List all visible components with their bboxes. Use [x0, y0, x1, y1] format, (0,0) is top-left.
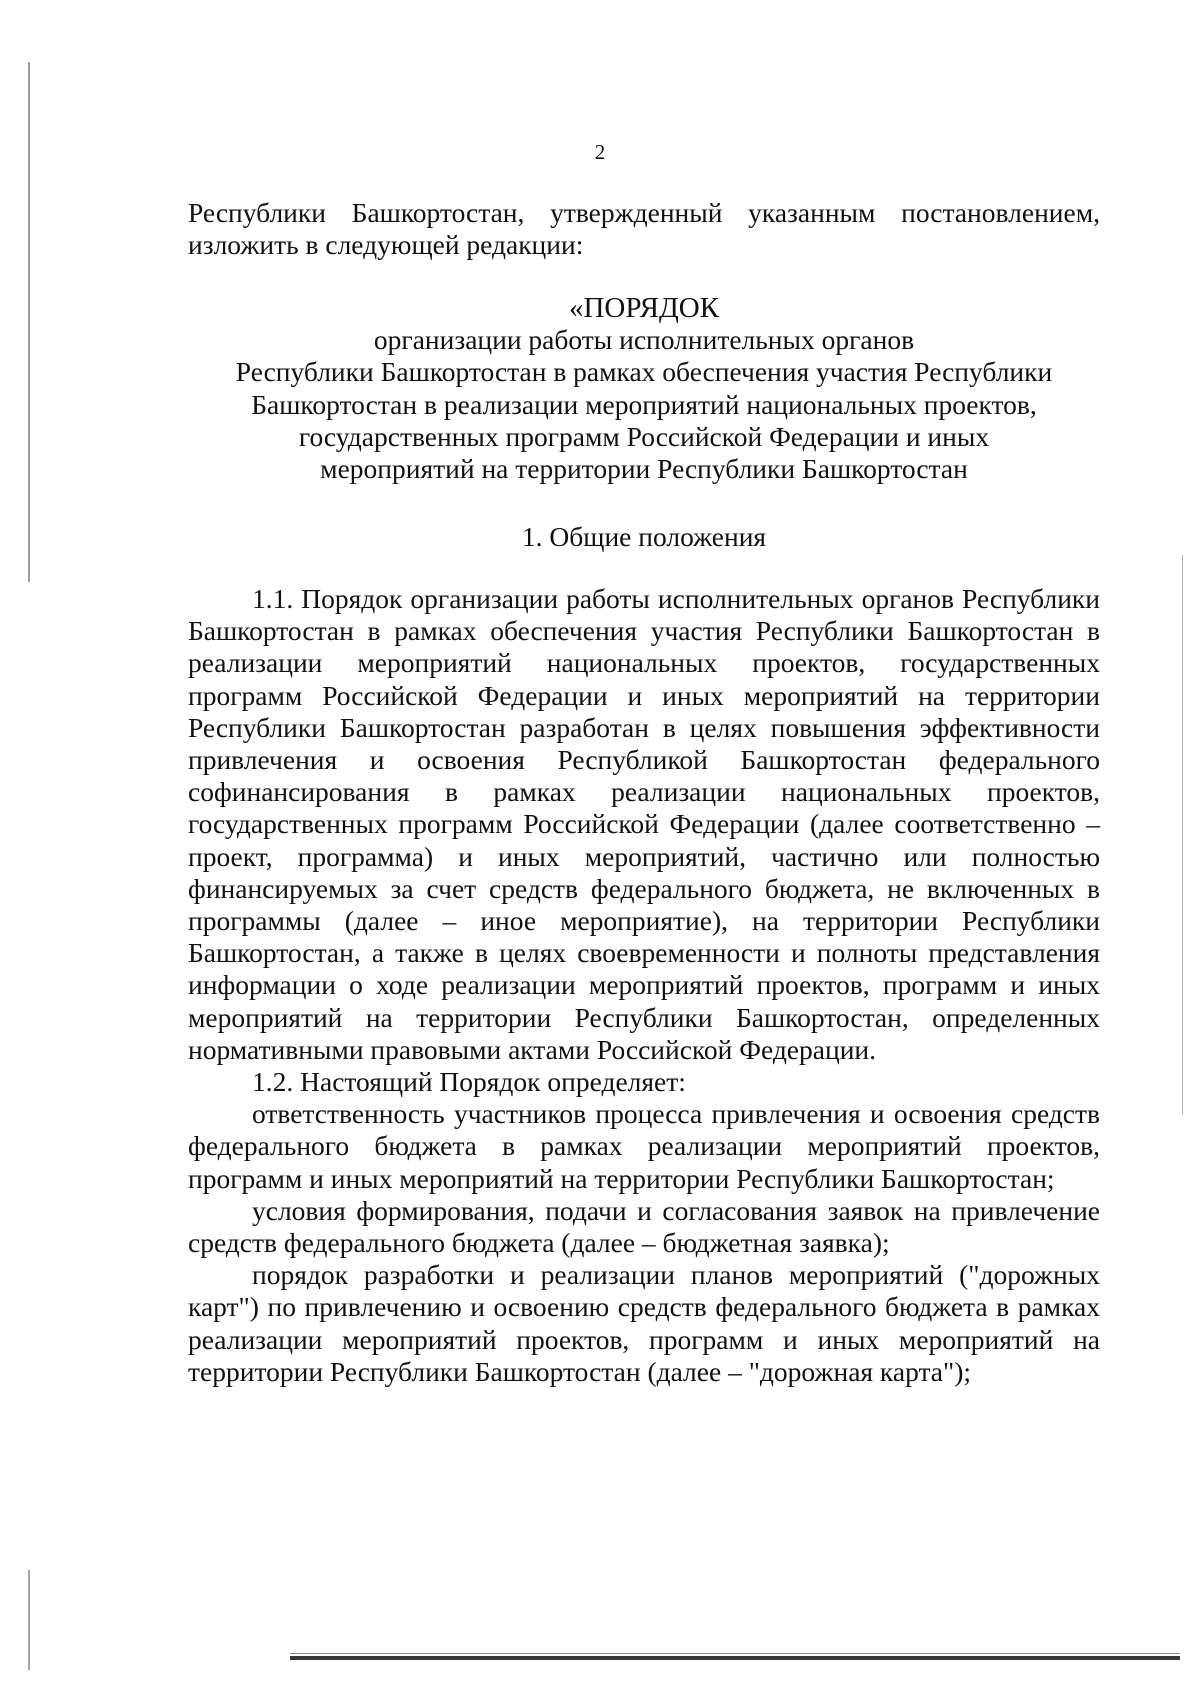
main-text-block [188, 583, 1100, 1388]
title-line: Башкортостан в реализации мероприятий национальных проектов, [251, 388, 1037, 420]
scan-edge-mark [1182, 555, 1183, 1115]
list-item: условия формирования, подачи и согласования заявок на привлечение средств федерального бюджета (далее – бюджетная заявка); [188, 1194, 1100, 1259]
section-heading: 1. Общие положения [521, 521, 767, 552]
list-item: ответственность участников процесса привлечения и освоения средств федерального бюджета в рамках реализации мероприятий проектов, программ и иных мероприятий на территории Республики Башкортостан; [188, 1098, 1100, 1194]
paragraph-1-2: 1.2. Настоящий Порядок определяет: [252, 1066, 686, 1098]
title-line: мероприятий на территории Республики Башкортостан [320, 453, 968, 485]
paragraph-1-1: 1.1. Порядок организации работы исполнительных органов Республики Башкортостан в рамках обеспечения участия Республики Башкортостан в реализации мероприятий национальных проектов, государственных программ Российской Федерации и иных мероприятий на территории Республики Башкортостан разработан в целях повышения эффективности привлечения и освоения Республикой Башкортостан федерального софинансирования в рамках реализации национальных проектов, государственных программ Российской Федерации (далее соответственно – проект, программа) и иных мероприятий, частично или полностью финансируемых за счет средств федерального бюджета, не включенных в программы (далее – иное мероприятие), на территории Республики Башкортостан, а также в целях своевременности и полноты представления информации о ходе реализации мероприятий проектов, программ и иных мероприятий на территории Республики Башкортостан, определенных нормативными правовыми актами Российской Федерации. [188, 583, 1100, 1065]
title-line: государственных программ Российской Федерации и иных [298, 420, 990, 452]
title-main: «ПОРЯДОК [568, 292, 720, 324]
intro-paragraph: Республики Башкортостан, утвержденный указанным постановлением, изложить в следующей редакции: [188, 197, 1100, 261]
list-item: порядок разработки и реализации планов мероприятий ("дорожных карт") по привлечению и освоению средств федерального бюджета в рамках реализации мероприятий проектов, программ и иных мероприятий на территории Республики Башкортостан (далее – "дорожная карта"); [188, 1259, 1100, 1387]
intro-text-block [188, 197, 1100, 261]
title-line: организации работы исполнительных органов [373, 324, 915, 356]
document-title [188, 292, 1100, 485]
scan-edge-mark [28, 1570, 30, 1670]
scan-bottom-edge [290, 1653, 1180, 1654]
scan-bottom-edge [290, 1656, 1180, 1660]
title-line: Республики Башкортостан в рамках обеспечения участия Республики [235, 356, 1053, 388]
page-number: 2 [594, 140, 606, 164]
